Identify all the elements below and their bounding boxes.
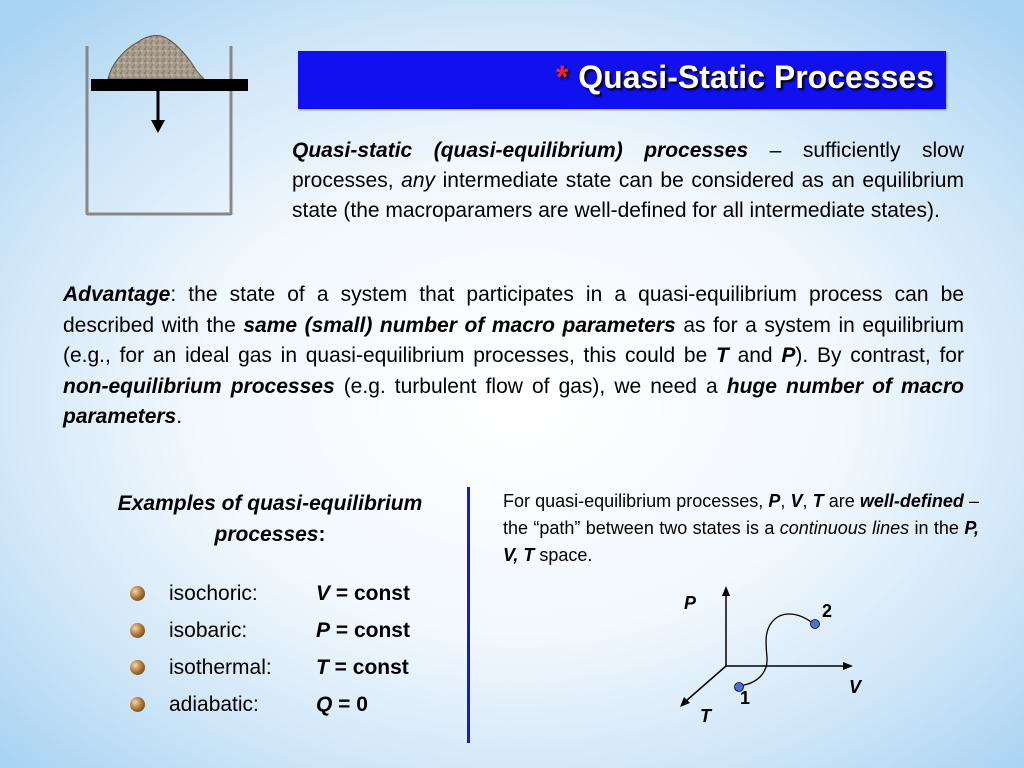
example-var: V bbox=[316, 582, 331, 605]
example-eq: = 0 bbox=[332, 693, 368, 716]
advantage-end: . bbox=[176, 405, 183, 428]
advantage-text-3: ). By contrast, for bbox=[795, 344, 964, 367]
note-well-defined: well-defined bbox=[859, 491, 964, 511]
pvt-diagram bbox=[660, 580, 880, 730]
note-pvt: P, V, T bbox=[503, 518, 979, 565]
example-formula bbox=[316, 690, 368, 720]
axis-label-p: P bbox=[684, 593, 697, 613]
axis-label-v: V bbox=[849, 677, 862, 697]
intro-any: any bbox=[401, 169, 436, 192]
axis-label-t: T bbox=[700, 706, 711, 726]
note-text-2: are bbox=[823, 491, 860, 511]
advantage-emphasis-2: non-equilibrium processes bbox=[63, 374, 335, 398]
piston-cylinder-illustration bbox=[78, 30, 248, 220]
axis-p bbox=[722, 586, 730, 666]
page-title bbox=[556, 59, 934, 96]
advantage-text-2: as for a system in equilibrium (e.g., for an ideal gas in quasi-equilibrium processes, this could be bbox=[63, 313, 964, 367]
bullet-icon bbox=[130, 586, 145, 601]
advantage-var-t: T bbox=[716, 344, 729, 367]
example-eq: = const bbox=[330, 582, 410, 605]
point-label-1: 1 bbox=[740, 688, 751, 708]
example-formula bbox=[316, 616, 410, 646]
point-label-2: 2 bbox=[822, 601, 833, 621]
advantage-emphasis-3: huge number of macro parameters bbox=[63, 374, 964, 428]
advantage-and: and bbox=[728, 344, 782, 367]
process-path bbox=[738, 614, 814, 686]
down-arrow-icon bbox=[151, 91, 165, 133]
note-text: For quasi-equilibrium processes, bbox=[503, 491, 769, 511]
example-name: adiabatic: bbox=[169, 693, 259, 716]
bullet-icon bbox=[130, 660, 145, 675]
example-eq: = const bbox=[328, 656, 409, 679]
note-text-4: in the bbox=[909, 518, 965, 538]
advantage-text: : the state of a system that participates in a quasi-equilibrium process can be described with the bbox=[63, 283, 964, 337]
intro-paragraph bbox=[292, 136, 964, 226]
bullet-icon bbox=[130, 697, 145, 712]
note-var-p: P bbox=[768, 491, 781, 511]
note-continuous-lines: continuous lines bbox=[779, 518, 910, 538]
note-comma: , bbox=[802, 491, 813, 511]
axis-v bbox=[726, 662, 853, 670]
intro-term: Quasi-static (quasi-equilibrium) processes bbox=[292, 139, 749, 162]
advantage-label: Advantage bbox=[63, 283, 171, 306]
advantage-text-4: (e.g. turbulent flow of gas), we need a bbox=[334, 374, 727, 398]
advantage-var-p: P bbox=[781, 344, 796, 367]
example-name: isobaric: bbox=[169, 619, 248, 642]
vertical-divider bbox=[467, 487, 470, 743]
example-formula bbox=[316, 579, 410, 609]
example-eq: = const bbox=[330, 619, 410, 642]
title-text: Quasi-Static Processes bbox=[578, 59, 934, 95]
note-comma: , bbox=[780, 491, 791, 511]
example-formula bbox=[316, 653, 409, 683]
advantage-emphasis-1: same (small) number of macro parameters bbox=[243, 313, 676, 337]
example-var: P bbox=[316, 619, 331, 642]
bullet-icon bbox=[130, 623, 145, 638]
example-name: isochoric: bbox=[169, 582, 258, 605]
state-point-2 bbox=[811, 620, 820, 629]
title-bar bbox=[298, 51, 946, 109]
examples-heading-text: Examples of quasi-equilibrium processes bbox=[117, 492, 423, 546]
intro-text-2: intermediate state can be considered as an equilibrium state (the macroparamers are well-defined for all intermediate states). bbox=[292, 169, 964, 222]
axis-t bbox=[680, 666, 726, 707]
example-var: Q bbox=[316, 693, 333, 716]
pvt-note bbox=[503, 488, 979, 569]
advantage-paragraph bbox=[63, 280, 964, 433]
intro-text: – sufficiently slow processes, bbox=[292, 139, 964, 192]
examples-heading-colon: : bbox=[318, 523, 326, 546]
note-text-5: space. bbox=[534, 545, 593, 565]
note-var-v: V bbox=[790, 491, 803, 511]
example-name: isothermal: bbox=[169, 656, 272, 679]
note-text-3: – the “path” between two states is a bbox=[503, 491, 979, 538]
examples-heading bbox=[110, 488, 430, 550]
example-var: T bbox=[316, 656, 329, 679]
title-star: * bbox=[555, 59, 569, 95]
sand-pile bbox=[108, 35, 204, 79]
piston-plate bbox=[91, 79, 248, 91]
note-var-t: T bbox=[812, 491, 824, 511]
